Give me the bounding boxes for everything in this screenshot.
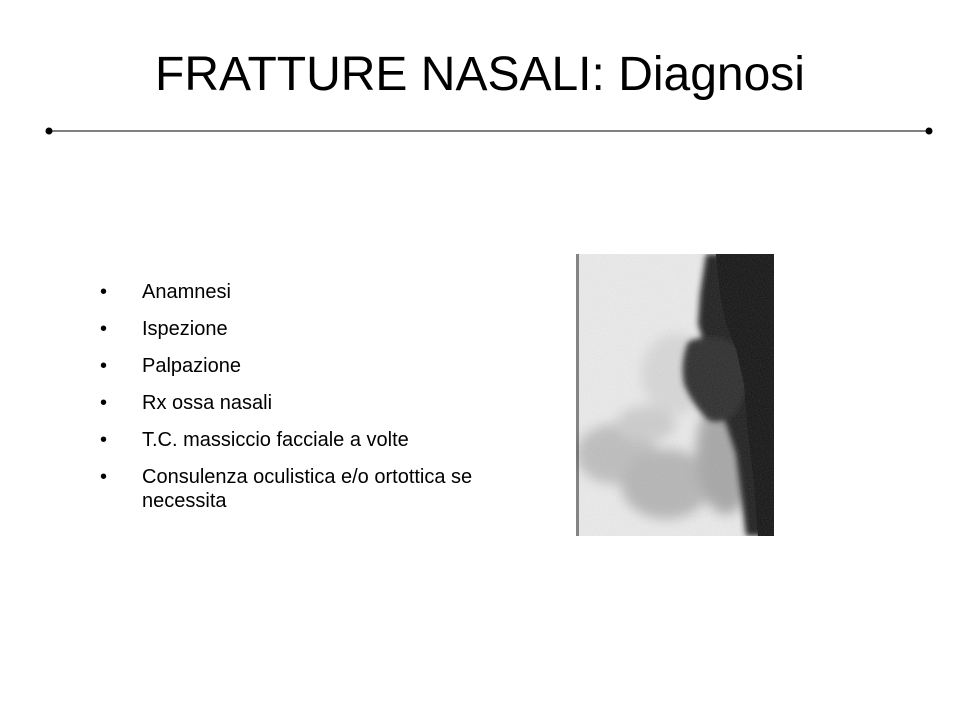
bullet-text: Palpazione [142, 355, 241, 377]
bullet-item [100, 317, 530, 341]
bullet-dot: • [100, 318, 108, 340]
bullet-item [100, 465, 530, 513]
bullet-dot: • [100, 429, 108, 451]
bullet-text: Ispezione [142, 318, 228, 340]
bullet-text: Consulenza oculistica e/o ortottica se necessita [142, 466, 473, 512]
bullet-dot: • [100, 281, 108, 303]
bullet-dot: • [100, 355, 108, 377]
bullet-text: Rx ossa nasali [142, 392, 273, 414]
bullet-item [100, 280, 530, 304]
bullet-dot: • [100, 466, 108, 488]
bullet-list [100, 280, 530, 526]
bullet-item [100, 354, 530, 378]
slide-title: FRATTURE NASALI: Diagnosi [155, 48, 805, 101]
xray-image [576, 254, 774, 536]
bullet-item [100, 391, 530, 415]
bullet-item [100, 428, 530, 452]
bullet-text: T.C. massiccio facciale a volte [142, 429, 409, 451]
bullet-text: Anamnesi [142, 281, 231, 303]
bullet-dot: • [100, 392, 108, 414]
title-divider [44, 126, 934, 136]
